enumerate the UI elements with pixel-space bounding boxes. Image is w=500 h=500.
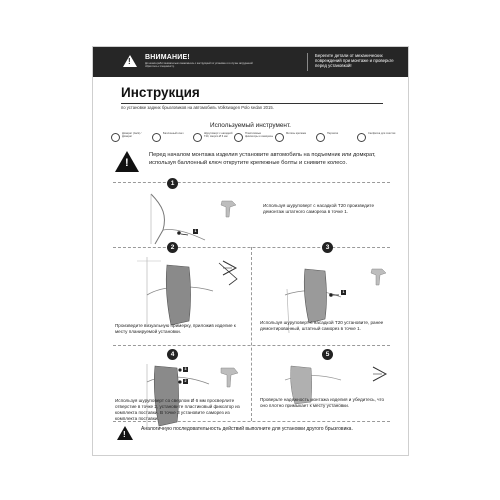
warning-divider xyxy=(307,53,308,71)
callout-marker: 3 xyxy=(184,367,187,371)
callout-marker: 1 xyxy=(194,229,197,233)
warning-icon: ! xyxy=(123,55,137,67)
tools-title: Используемый инструмент. xyxy=(210,122,291,129)
screwdriver-icon xyxy=(193,133,202,142)
tool-label: Метизы крепежа xyxy=(286,132,306,135)
step-2-text: Произведите визуальную примерку, приложив изделие к месту планируемой установки. xyxy=(115,323,236,334)
drill-bit-icon xyxy=(218,365,242,389)
page-title: Инструкция xyxy=(121,85,200,100)
step-number: 3 xyxy=(322,242,333,253)
check-marker-icon xyxy=(370,365,388,383)
footer-note xyxy=(113,425,390,447)
warning-bar xyxy=(93,47,408,77)
car-jack-icon xyxy=(111,133,120,142)
instruction-sheet xyxy=(92,46,409,456)
intro-block xyxy=(115,151,390,181)
warning-subtitle: До начала работ внимательно ознакомьтесь с инструкцией по установке и в случае затруднений обратитесь к специалисту. xyxy=(145,62,253,68)
tool-label: Салфетка для очистки xyxy=(368,132,396,135)
gloves-icon xyxy=(316,133,325,142)
warning-title: ВНИМАНИЕ! xyxy=(145,54,190,61)
warning-right-text: Берегите детали от механических повреждений при монтаже и проверьте перед установкой! xyxy=(315,53,394,69)
step-1-text: Используя шуруповерт с насадкой T20 произведите демонтаж штатного самореза в точке 1. xyxy=(263,203,375,214)
step-4-text: Используя шуруповерт со сверлом Ø 6 мм просверлите отверстие в точке 2, установите пластиковый фиксатор из комплекта поставки. В точке 3 установите саморез из комплекта поставки. xyxy=(115,398,240,421)
caution-icon: ! xyxy=(115,151,139,172)
step-5-text: Проверьте надежность монтажа изделия и убедитесь, что оно плотно примыкает к месту установки. xyxy=(260,397,385,408)
tool-label: Баллонный ключ xyxy=(163,132,184,135)
step-number: 2 xyxy=(167,242,178,253)
caution-icon: ! xyxy=(117,426,133,440)
tool-label: Пластиковые фиксаторы и саморезы xyxy=(245,132,274,139)
cloth-icon xyxy=(357,133,366,142)
callout-marker: 2 xyxy=(184,379,187,383)
tool-label: Перчатки xyxy=(327,132,339,135)
step-3-text: Используя шуруповерт с насадкой T20 установите, ранее демонтированный, штатный саморез в точке 1. xyxy=(260,320,384,331)
step-number: 5 xyxy=(322,349,333,360)
tool-label: Шуруповерт с насадкой T20, сверло Ø 6 мм xyxy=(204,132,233,139)
footer-text: Аналогичную последовательность действий выполните для установки другого брызговика. xyxy=(141,426,353,432)
intro-text: Перед началом монтажа изделия установите автомобиль на подъемник или домкрат, используя баллонный ключ открутите крепежные болты и снимите колесо. xyxy=(149,152,376,166)
screwdriver-t20-icon xyxy=(218,197,240,219)
step-number: 1 xyxy=(167,178,178,189)
title-underline xyxy=(121,103,383,104)
fasteners-icon xyxy=(234,133,243,142)
column-divider xyxy=(251,247,252,421)
page-subtitle: по установке задних брызговиков на автомобиль Volkswagen Polo sedan 2015. xyxy=(121,105,274,110)
fitting-marker-icon xyxy=(220,259,238,277)
wheel-wrench-icon xyxy=(152,133,161,142)
callout-marker: 1 xyxy=(342,290,345,294)
tools-list xyxy=(111,132,396,146)
step-number: 4 xyxy=(167,349,178,360)
tool-label: Домкрат (Jack) / Домкрат xyxy=(122,132,142,139)
screw-icon xyxy=(275,133,284,142)
screwdriver-t20-icon xyxy=(368,265,390,287)
section-divider xyxy=(113,182,390,183)
